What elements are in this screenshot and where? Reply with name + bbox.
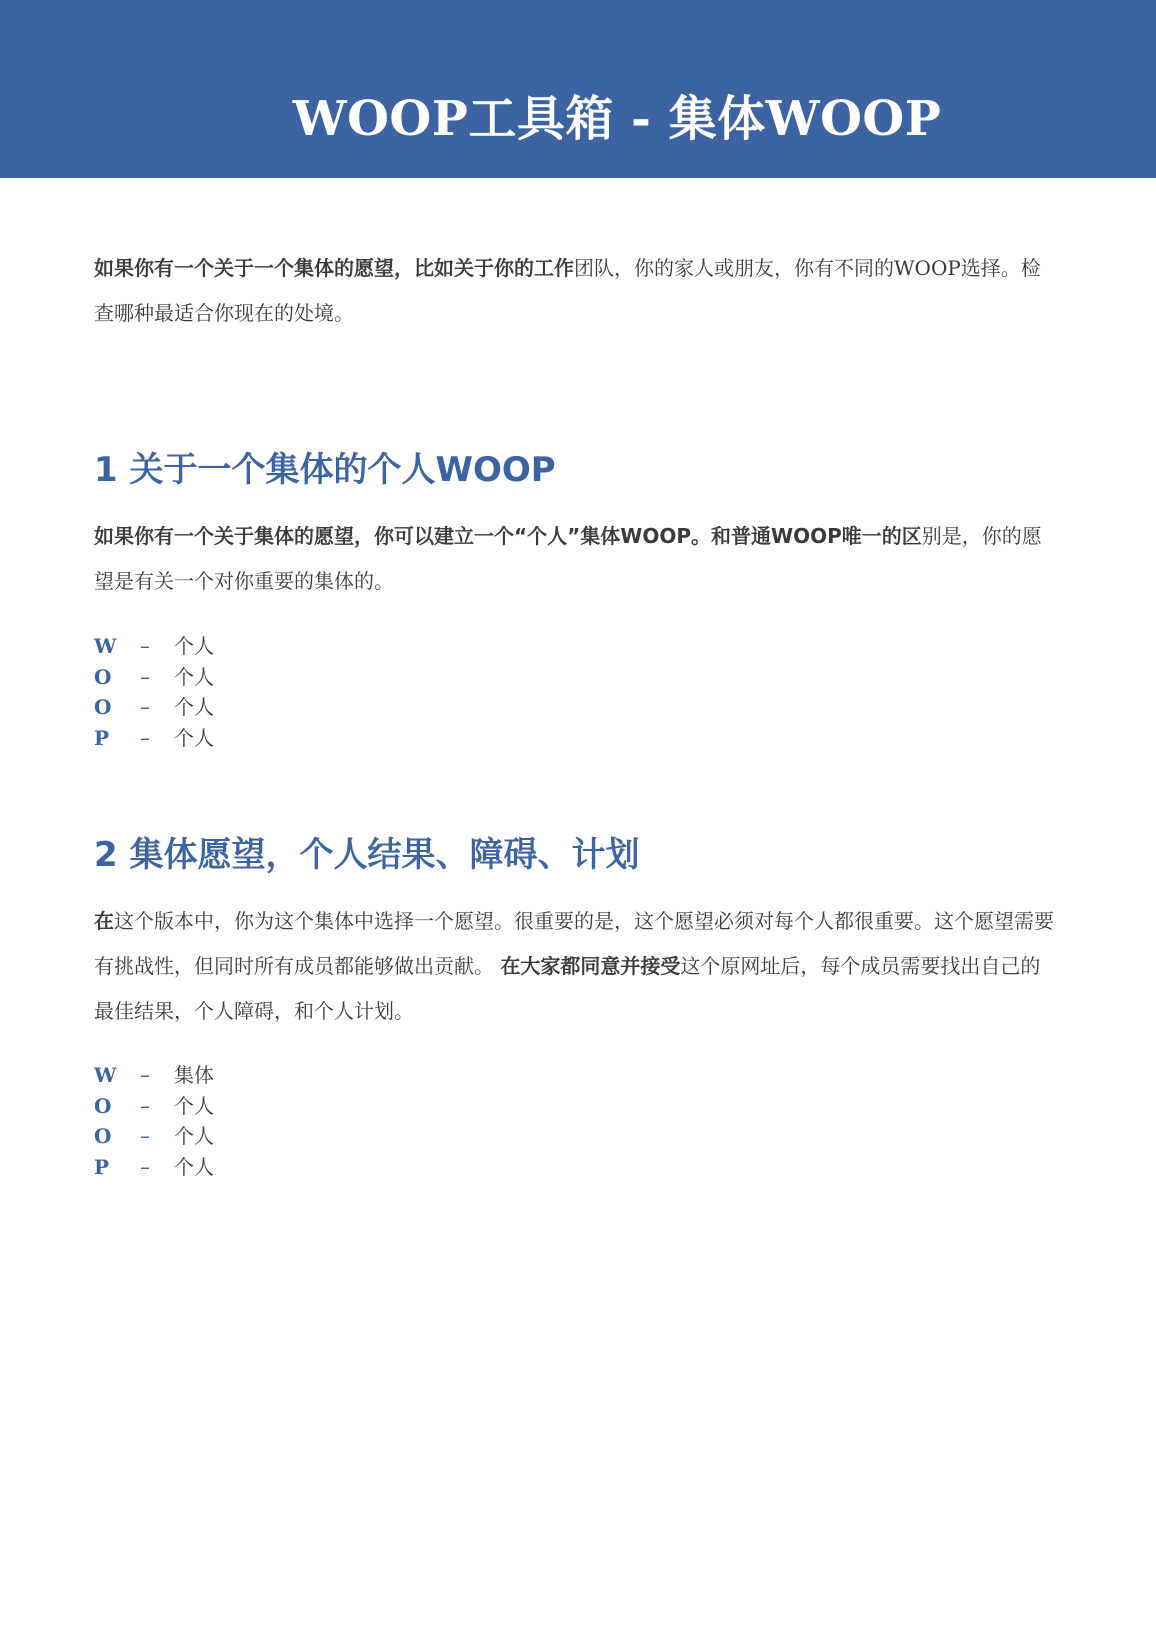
woop-letter: W bbox=[94, 1063, 117, 1087]
woop-value: 个人 bbox=[174, 695, 214, 719]
woop-value: 个人 bbox=[174, 1154, 214, 1179]
section1-normal-text: 别是，你的愿望是有关一个对你重要的集体的。 bbox=[94, 524, 1042, 593]
woop-value: 个人 bbox=[174, 725, 214, 750]
woop-row bbox=[94, 1152, 214, 1183]
section2-woop-list bbox=[94, 1060, 214, 1182]
section1-paragraph bbox=[94, 514, 1054, 604]
woop-letter: O bbox=[94, 1093, 112, 1118]
woop-letter: O bbox=[94, 695, 112, 719]
woop-letter: O bbox=[94, 664, 112, 689]
woop-dash: – bbox=[140, 1093, 150, 1118]
section2-normal-text-2: 这个原网址后，每个成员需要找出自己的最佳结果，个人障碍，和个人计划。 bbox=[94, 954, 1041, 1023]
section2-paragraph bbox=[94, 899, 1054, 1034]
woop-dash: – bbox=[140, 1063, 150, 1087]
woop-dash: – bbox=[140, 1154, 150, 1179]
woop-row bbox=[94, 631, 214, 662]
woop-value: 集体 bbox=[174, 1063, 214, 1087]
section2-normal-text-1: 这个版本中，你为这个集体中选择一个愿望。很重要的是，这个愿望必须对每个人都很重要。这个愿望需要有挑战性，但同时所有成员都能够做出贡献。 bbox=[94, 909, 1054, 978]
section1-heading: 1 关于一个集体的个人WOOP bbox=[94, 450, 556, 490]
section2-bold-mid: 在大家都同意并接受 bbox=[500, 954, 681, 978]
woop-dash: – bbox=[140, 1124, 150, 1148]
woop-value: 个人 bbox=[174, 634, 214, 658]
woop-row bbox=[94, 692, 214, 723]
woop-letter: W bbox=[94, 634, 117, 658]
woop-dash: – bbox=[140, 634, 150, 658]
woop-letter: O bbox=[94, 1124, 112, 1148]
woop-letter: P bbox=[94, 725, 110, 750]
woop-value: 个人 bbox=[174, 1093, 214, 1118]
woop-letter: P bbox=[94, 1154, 110, 1179]
section2-heading: 2 集体愿望，个人结果、障碍、计划 bbox=[94, 835, 640, 875]
intro-normal-text: 团队，你的家人或朋友，你有不同的WOOP选择。检查哪种最适合你现在的处境。 bbox=[94, 256, 1041, 325]
page-title: WOOP工具箱 - 集体WOOP bbox=[292, 91, 942, 147]
intro-bold-text: 如果你有一个关于一个集体的愿望，比如关于你的工作 bbox=[94, 256, 574, 280]
woop-row bbox=[94, 1060, 214, 1091]
woop-row bbox=[94, 723, 214, 754]
intro-paragraph bbox=[94, 246, 1054, 336]
section1-bold-text: 如果你有一个关于集体的愿望，你可以建立一个“个人”集体WOOP。和普通WOOP唯一的区 bbox=[94, 524, 922, 548]
woop-value: 个人 bbox=[174, 664, 214, 689]
woop-row bbox=[94, 1121, 214, 1152]
section1-woop-list bbox=[94, 631, 214, 753]
woop-dash: – bbox=[140, 695, 150, 719]
header-banner bbox=[0, 0, 1156, 178]
woop-value: 个人 bbox=[174, 1124, 214, 1148]
woop-row bbox=[94, 1091, 214, 1122]
section2-bold-start: 在 bbox=[94, 909, 114, 933]
woop-dash: – bbox=[140, 664, 150, 689]
woop-row bbox=[94, 662, 214, 693]
woop-dash: – bbox=[140, 725, 150, 750]
